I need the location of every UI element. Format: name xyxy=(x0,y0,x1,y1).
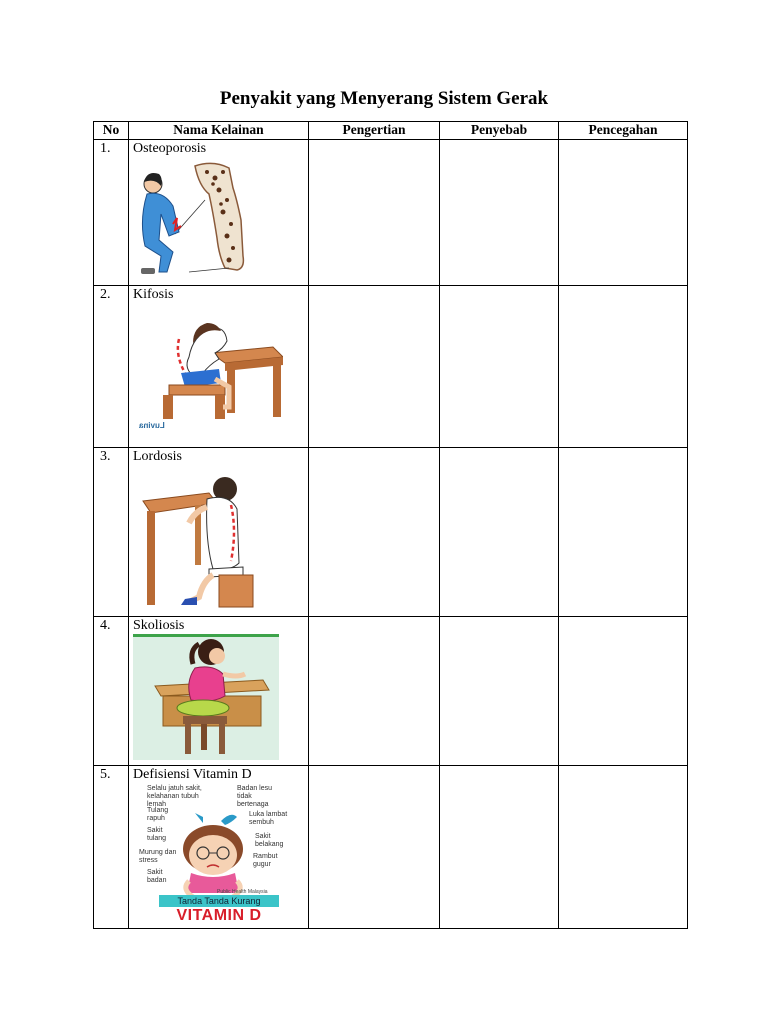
header-pengertian: Pengertian xyxy=(309,122,440,140)
row-number: 1. xyxy=(94,140,129,286)
pengertian-cell[interactable] xyxy=(309,766,440,929)
penyebab-cell[interactable] xyxy=(440,766,559,929)
vitamin-d-banner: Tanda Tanda Kurang xyxy=(159,895,279,907)
symptom-label: Selalu jatuh sakit, kelahanan tubuh lemah xyxy=(147,785,202,808)
name-cell xyxy=(129,766,309,929)
symptom-label: Badan lesu tidak bertenaga xyxy=(237,785,273,808)
penyebab-cell[interactable] xyxy=(440,448,559,617)
table-row xyxy=(94,448,688,617)
symptom-label: Murung dan stress xyxy=(139,849,177,864)
pencegahan-cell[interactable] xyxy=(559,617,688,766)
symptom-label: Tulang rapuh xyxy=(147,807,169,822)
table-row xyxy=(94,766,688,929)
penyebab-cell[interactable] xyxy=(440,286,559,448)
row-number: 4. xyxy=(94,617,129,766)
table-row xyxy=(94,286,688,448)
pengertian-cell[interactable] xyxy=(309,617,440,766)
vitamin-d-infographic xyxy=(133,785,293,925)
table-row xyxy=(94,617,688,766)
symptom-label: Luka lambat sembuh xyxy=(249,811,288,826)
pengertian-cell[interactable] xyxy=(309,448,440,617)
symptom-label: Sakit badan xyxy=(147,869,167,884)
pencegahan-cell[interactable] xyxy=(559,140,688,286)
source-label: Public Health Malaysia xyxy=(217,889,268,895)
name-cell xyxy=(129,617,309,766)
disease-name: Kifosis xyxy=(133,287,174,302)
disease-name: Osteoporosis xyxy=(133,141,207,156)
luvina-watermark: Luvina xyxy=(139,421,165,430)
header-nama-kelainan: Nama Kelainan xyxy=(129,122,309,140)
pencegahan-cell[interactable] xyxy=(559,286,688,448)
pengertian-cell[interactable] xyxy=(309,286,440,448)
row-number: 5. xyxy=(94,766,129,929)
disease-table xyxy=(93,121,688,929)
osteoporosis-illustration xyxy=(133,160,308,285)
lordosis-illustration xyxy=(133,471,308,616)
kyphosis-illustration xyxy=(133,307,308,442)
header-pencegahan: Pencegahan xyxy=(559,122,688,140)
scoliosis-illustration xyxy=(133,634,308,765)
symptom-label: Rambut gugur xyxy=(253,853,278,868)
pencegahan-cell[interactable] xyxy=(559,766,688,929)
penyebab-cell[interactable] xyxy=(440,140,559,286)
disease-name: Defisiensi Vitamin D xyxy=(133,767,252,782)
disease-name: Lordosis xyxy=(133,449,182,464)
pencegahan-cell[interactable] xyxy=(559,448,688,617)
name-cell xyxy=(129,140,309,286)
disease-name: Skoliosis xyxy=(133,618,185,633)
header-penyebab: Penyebab xyxy=(440,122,559,140)
page-title: Penyakit yang Menyerang Sistem Gerak xyxy=(219,88,549,109)
vitamin-d-headline: VITAMIN D xyxy=(176,907,262,924)
row-number: 3. xyxy=(94,448,129,617)
row-number: 2. xyxy=(94,286,129,448)
penyebab-cell[interactable] xyxy=(440,617,559,766)
name-cell xyxy=(129,286,309,448)
table-row xyxy=(94,140,688,286)
table-header-row xyxy=(94,122,688,140)
pengertian-cell[interactable] xyxy=(309,140,440,286)
symptom-label: Sakit tulang xyxy=(147,827,167,842)
header-no: No xyxy=(94,122,129,140)
name-cell xyxy=(129,448,309,617)
symptom-label: Sakit belakang xyxy=(255,833,284,848)
